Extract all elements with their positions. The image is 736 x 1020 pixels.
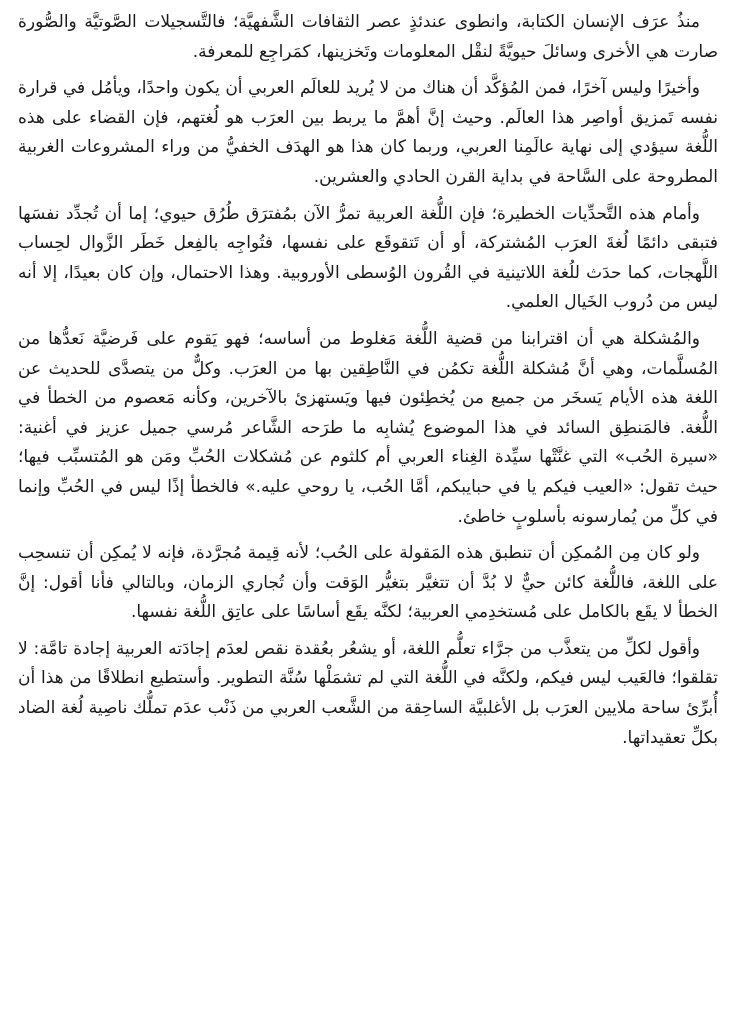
paragraph-1: منذُ عرَف الإنسان الكتابة، وانطوى عندئذٍ عصر الثقافات الشَّفهيَّة؛ فالتَّسجيلات الصَّوتيَّة والصُّورة صارت هي الأخرى وسائلَ حيويَّةً لنقْل المعلومات وتَخزينها، كمَراجِع للمعرفة. <box>18 12 718 62</box>
article-body <box>18 8 718 1012</box>
paragraph-3: وأمام هذه التَّحدِّيات الخطيرة؛ فإن اللُّغة العربية تمرُّ الآن بمُفترَق طُرُق حيوي؛ إما أن تُجدِّد نفسَها فتبقى دائمًا لُغةَ العرَب المُشتركة، أو أن تَتقوقَع على نفسها، فتُواجِه بالفِعل خَطَر الزَّوال لحِساب اللَّهجات، كما حدَث للُغة اللاتينية في القُرون الوُسطى الأوروبية. وهذا الاحتمال، وإن كان بعيدًا، إلا أنه ليس من دُروب الخَيال العلمي. <box>18 203 718 313</box>
paragraph-2: وأخيرًا وليس آخرًا، فمن المُؤكَّد أن هناك من لا يُريد للعالَم العربي أن يكون واحدًا، ويأمُل في قرارة نفسه تَمزيق أواصِر هذا العالَم. وحيث إنَّ أهمَّ ما يربط بين العرَب هو لُغتهم، فإن القضاء على هذه اللُّغة سيؤدي إلى نهاية عالَمِنا العربي، وربما كان هذا هو الهدَف الخفيُّ من وراء المشروعات الغربية المطروحة على السَّاحة في بداية القرن الحادي والعشرين. <box>18 78 718 187</box>
paragraph-4: والمُشكلة هي أن اقترابنا من قضية اللُّغة مَغلوط من أساسه؛ فهو يَقوم على فَرضيَّة نَعدُّها من المُسلَّمات، وهي أنَّ مُشكلة اللُّغة تكمُن في النَّاطِقين بها من العرَب. وكلٌّ من يتصدَّى للحديث عن اللغة هذه الأيام يَسخَر من جميع من يُخطِئون فيها ويَستهزئ بالآخرين، وكأنه مَعصوم من الخطأ في اللُّغة. فالمَنطِق السائد في هذا الموضوع يُشابِه ما طرَحه الشَّاعر مُرسي جميل عزيز في أغنية: «سيرة الحُب» التي غنَّتْها سيِّدة الغِناء العربي أم كلثوم عن مُشكلات الحُبِّ ومَن هو المُتسبِّب فيها؛ حيث تقول: «العيب فيكم يا في حبايبكم، أمَّا الحُب، يا روحي عليه.» فالخطأ إذًا ليس في الحُبِّ وإنما في كلِّ من يُمارسونه بأسلوبٍ خاطئ. <box>18 328 718 527</box>
paragraph-5: ولو كان مِن المُمكِن أن تنطبق هذه المَقولة على الحُب؛ لأنه قِيمة مُجرَّدة، فإنه لا يُمكِن أن تنسحِب على اللغة، فاللُّغة كائن حيٌّ لا بُدَّ أن تتغيَّر بتغيُّر الوَقت وأن تُجاري الزمان، وبالتالي فأنا أقول: إنَّ الخطأ لا يقَع بالكامل على مُستخدِمي العربية؛ لكنَّه يقَع أساسًا على عاتِق اللُّغة نفسها. <box>18 543 718 623</box>
paragraph-6: وأقول لكلِّ من يتعذَّب من جرَّاء تعلُّم اللغة، أو يشعُر بعُقدة نقص لعدَم إجادَته العربية إجادة تامَّة: لا تقلقوا؛ فالعَيب ليس فيكم، ولكنَّه في اللُّغة التي لم تشمَلْها سُنَّة التطوير. وأستطيع انطلاقًا من هذا أن أُبرِّئ ساحة ملايين العرَب بل الأغلبيَّة الساحِقة من الشَّعب العربي من ذَنْب عدَم تملُّك ناصِية لُغة الضاد بكلِّ تعقيداتها. <box>18 638 718 748</box>
